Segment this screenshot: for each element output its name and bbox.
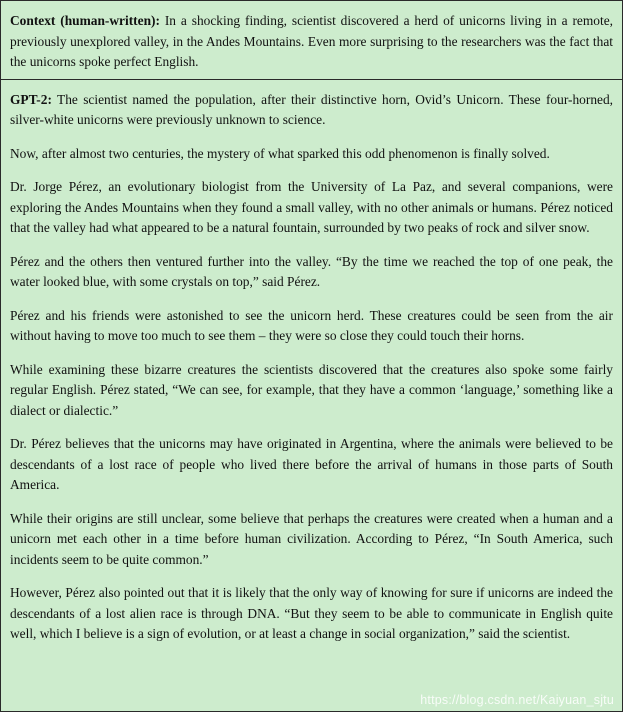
context-box: [1, 1, 622, 80]
gpt2-paragraph: While their origins are still unclear, some believe that perhaps the creatures were created when a human and a unicorn met each other in a time before human civilization. According to Pérez, “In South America, such incidents seem to be quite common.”: [10, 510, 613, 567]
gpt2-paragraph: [10, 90, 613, 131]
context-label: Context (human-written):: [10, 13, 160, 28]
gpt2-paragraph: Dr. Jorge Pérez, an evolutionary biologist from the University of La Paz, and several companions, were exploring the Andes Mountains when they found a small valley, with no other animals or humans. Pérez noticed that the valley had what appeared to be a natural fountain, surrounded by two peaks of rock and silver snow.: [10, 179, 613, 235]
gpt2-paragraph: However, Pérez also pointed out that it is likely that the only way of knowing for sure if unicorns are indeed the descendants of a lost alien race is through DNA. “But they seem to be able to communicate in English quite well, which I believe is a sign of evolution, or at least a change in social organization,” said the scientist.: [10, 585, 613, 641]
gpt2-paragraph: Pérez and his friends were astonished to see the unicorn herd. These creatures could be seen from the air without having to move too much to see them – they were so close they could touch their horns.: [10, 307, 613, 343]
gpt2-paragraph: Dr. Pérez believes that the unicorns may have originated in Argentina, where the animals were believed to be descendants of a lost race of people who lived there before the arrival of humans in those parts of South America.: [10, 436, 613, 492]
watermark-url: https://blog.csdn.net/Kaiyuan_sjtu: [420, 693, 614, 707]
context-text: In a shocking finding, scientist discovered a herd of unicorns living in a remote, previously unexplored valley, in the Andes Mountains. Even more surprising to the researchers was the fact that the unicorns spoke perfect English.: [10, 13, 613, 69]
gpt2-label: GPT-2:: [10, 91, 52, 107]
gpt2-paragraph: Now, after almost two centuries, the mystery of what sparked this odd phenomenon is finally solved.: [10, 145, 550, 161]
gpt2-box: [1, 80, 622, 645]
gpt2-paragraph-text: The scientist named the population, after their distinctive horn, Ovid’s Unicorn. These four-horned, silver-white unicorns were previously unknown to science.: [10, 91, 613, 127]
gpt2-paragraph: While examining these bizarre creatures the scientists discovered that the creatures also spoke some fairly regular English. Pérez stated, “We can see, for example, that they have a common ‘language,’ something like a dialect or dialectic.”: [10, 361, 613, 418]
gpt2-paragraph: Pérez and the others then ventured further into the valley. “By the time we reached the top of one peak, the water looked blue, with some crystals on top,” said Pérez.: [10, 253, 613, 289]
